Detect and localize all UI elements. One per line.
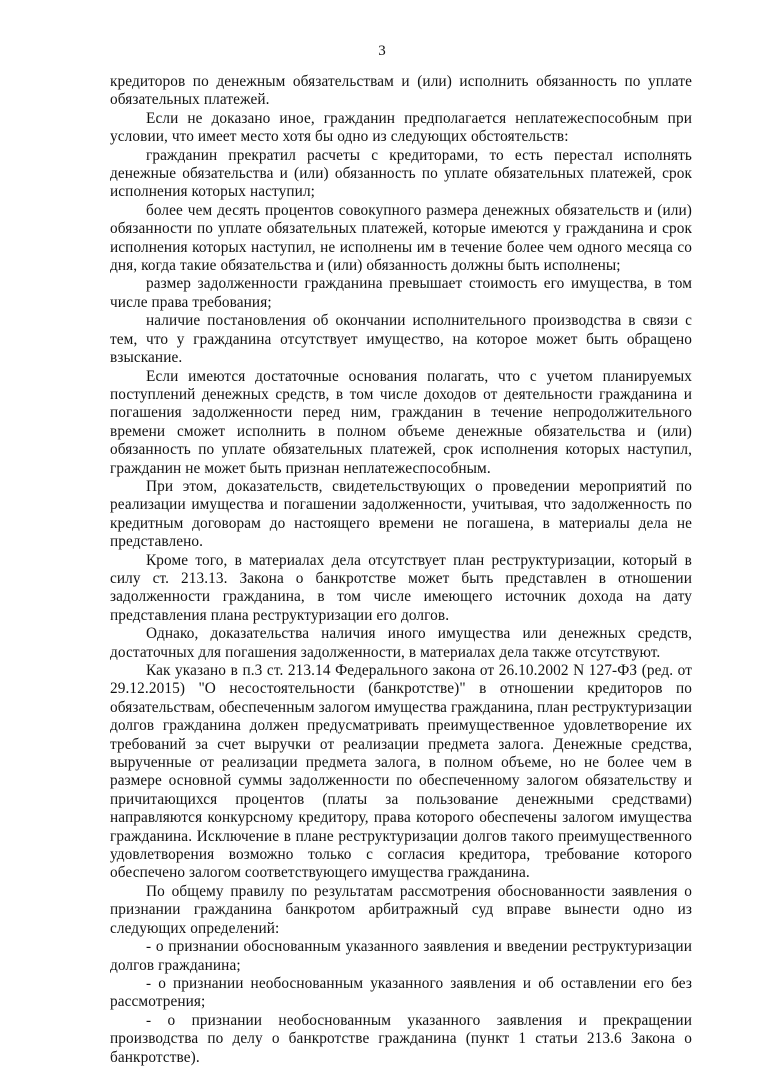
document-body xyxy=(110,73,692,1067)
paragraph-no-other-assets: Однако, доказательства наличия иного имущества или денежных средств, достаточных для погашения задолженности, в материалах дела также отсутствуют. xyxy=(110,625,692,661)
list-item-restructuring: - о признании обоснованным указанного заявления и введении реструктуризации долгов гражданина; xyxy=(110,938,692,974)
paragraph-condition-ten-percent: более чем десять процентов совокупного размера денежных обязательств и (или) обязанности по уплате обязательных платежей, которые имеются у гражданина и срок исполнения которых наступил, не исполнены им в течение более чем одного месяца со дня, когда такие обязательства и (или) обязанность должны быть исполнены; xyxy=(110,201,692,275)
paragraph-condition-enforcement-ended: наличие постановления об окончании исполнительного производства в связи с тем, что у гражданина отсутствует имущество, на которое может быть обращено взыскание. xyxy=(110,312,692,367)
paragraph-general-rule: По общему правилу по результатам рассмотрения обоснованности заявления о признании гражданина банкротом арбитражный суд вправе вынести одно из следующих определений: xyxy=(110,882,692,937)
paragraph-condition-debt-exceeds-assets: размер задолженности гражданина превышает стоимость его имущества, в том числе права требования; xyxy=(110,275,692,311)
paragraph-continuation: кредиторов по денежным обязательствам и (или) исполнить обязанность по уплате обязательных платежей. xyxy=(110,73,692,109)
page-number: 3 xyxy=(378,43,386,59)
paragraph-law-citation: Как указано в п.3 ст. 213.14 Федерального закона от 26.10.2002 N 127-ФЗ (ред. от 29.12.2015) "О несостоятельности (банкротстве)" в отношении кредиторов по обязательствам, обеспеченным залогом имущества гражданина, план реструктуризации долгов гражданина должен предусматривать преимущественное удовлетворение их требований за счет выручки от реализации предмета залога. Денежные средства, вырученные от реализации предмета залога, в полном объеме, но не более чем в размере основной суммы задолженности по обеспеченному залогом обязательству и причитающихся процентов (платы за пользование денежными средствами) направляются конкурсному кредитору, права которого обеспечены залогом имущества гражданина. Исключение в плане реструктуризации долгов такого преимущественного удовлетворения возможно только с согласия кредитора, требование которого обеспечено залогом соответствующего имущества гражданина. xyxy=(110,662,692,882)
list-item-leave-without-consideration: - о признании необоснованным указанного заявления и об оставлении его без рассмотрения; xyxy=(110,974,692,1011)
paragraph-condition-stopped-payments: гражданин прекратил расчеты с кредиторами, то есть перестал исполнять денежные обязательства и (или) обязанность по уплате обязательных платежей, срок исполнения которых наступил; xyxy=(110,146,692,201)
paragraph-no-restructuring-plan: Кроме того, в материалах дела отсутствует план реструктуризации, который в силу ст. 213.13. Закона о банкротстве может быть представлен в отношении задолженности гражданина, в том числе имеющего источник дохода на дату представления плана реструктуризации его долгов. xyxy=(110,551,692,624)
paragraph-no-evidence: При этом, доказательств, свидетельствующих о проведении мероприятий по реализации имущества и погашении задолженности, учитывая, что задолженность по кредитным договорам до настоящего времени не погашена, в материалы дела не представлено. xyxy=(110,477,692,551)
paragraph-insolvency-presumption: Если не доказано иное, гражданин предполагается неплатежеспособным при условии, что имеет место хотя бы одно из следующих обстоятельств: xyxy=(110,109,692,146)
paragraph-sufficient-grounds: Если имеются достаточные основания полагать, что с учетом планируемых поступлений денежных средств, в том числе доходов от деятельности гражданина и погашения задолженности перед ним, гражданин в течение непродолжительного времени сможет исполнить в полном объеме денежные обязательства и (или) обязанность по уплате обязательных платежей, срок исполнения которых наступил, гражданин не может быть признан неплатежеспособным. xyxy=(110,367,692,477)
list-item-terminate-proceedings: - о признании необоснованным указанного заявления и прекращении производства по делу о банкротстве гражданина (пункт 1 статьи 213.6 Закона о банкротстве). xyxy=(110,1011,692,1066)
